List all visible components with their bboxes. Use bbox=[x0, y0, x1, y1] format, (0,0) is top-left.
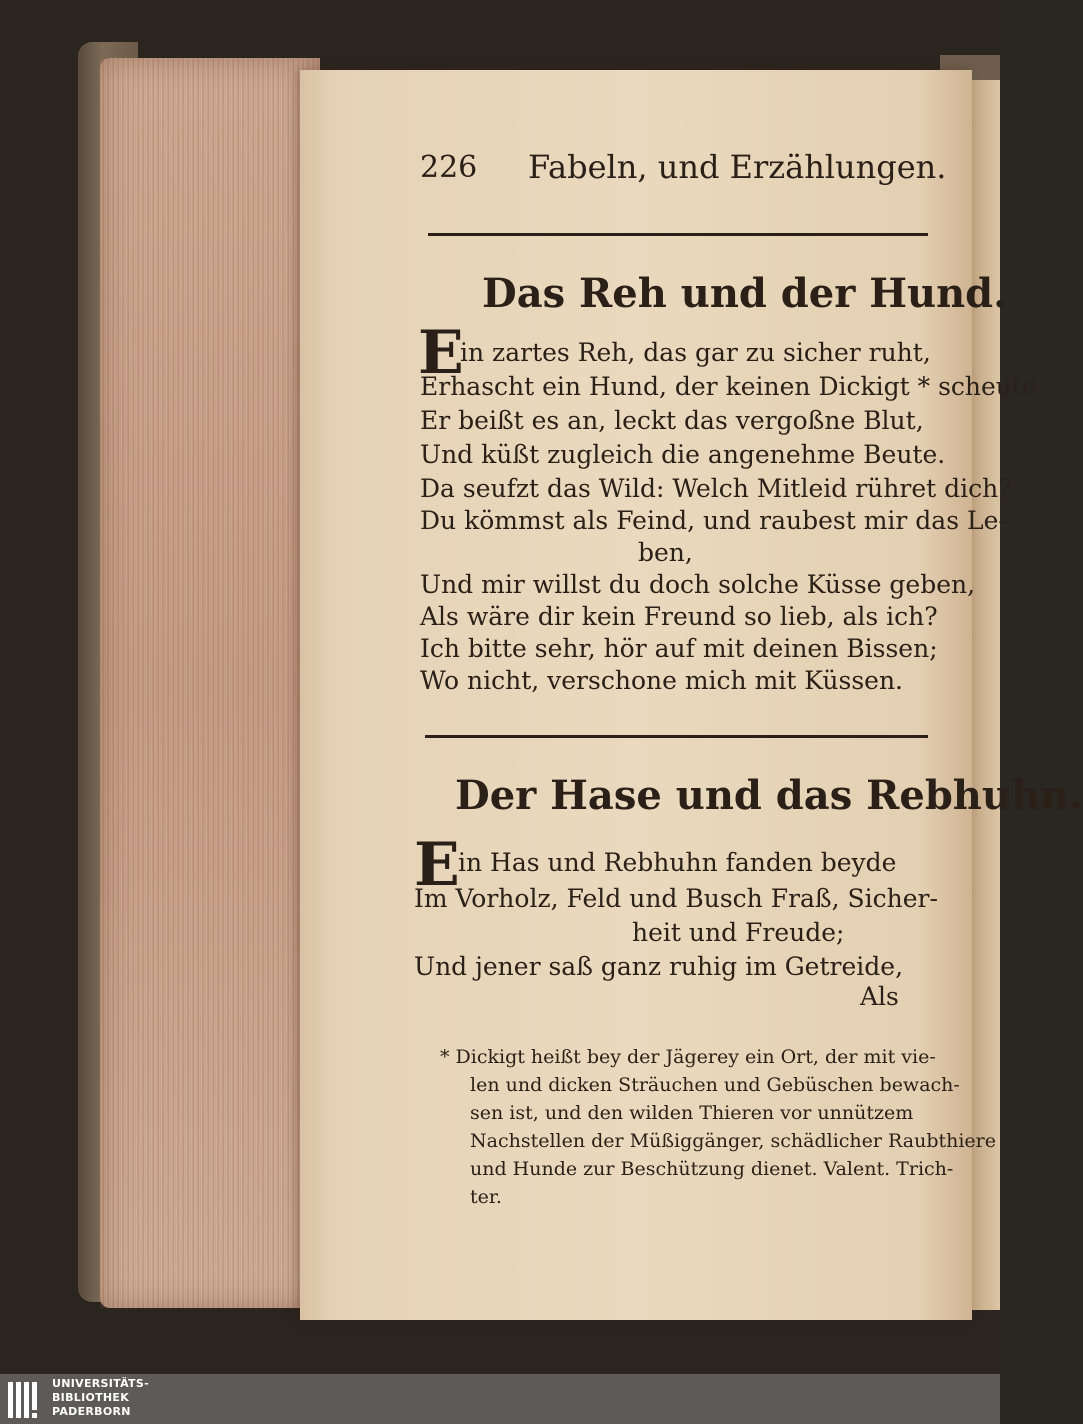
drop-cap: E bbox=[414, 830, 460, 900]
library-name-line: PADERBORN bbox=[52, 1405, 131, 1418]
poem-title: Das Reh und der Hund. bbox=[482, 270, 1008, 317]
verse-line: heit und Freude; bbox=[632, 918, 845, 947]
running-title: Fabeln, und Erzählungen. bbox=[528, 148, 947, 186]
footnote-line: * Dickigt heißt bey der Jägerey ein Ort, der mit vie- bbox=[440, 1046, 936, 1068]
verse-line: Er beißt es an, leckt das vergoßne Blut, bbox=[420, 406, 924, 435]
verse-line: Du kömmst als Feind, und raubest mir das Le- bbox=[420, 506, 1007, 535]
footnote-line: Nachstellen der Müßiggänger, schädlicher Raubthiere bbox=[470, 1130, 996, 1152]
verse-line: ben, bbox=[638, 538, 693, 567]
page-number: 226 bbox=[420, 150, 478, 185]
facing-page bbox=[968, 80, 1000, 1310]
poem-title: Der Hase und das Rebhuhn. bbox=[455, 772, 1083, 819]
divider-rule bbox=[428, 233, 928, 236]
library-name-line: BIBLIOTHEK bbox=[52, 1391, 130, 1404]
verse-line: Und jener saß ganz ruhig im Getreide, bbox=[414, 952, 904, 981]
library-footer bbox=[0, 1374, 1000, 1424]
divider-rule bbox=[425, 735, 928, 738]
verse-line: in zartes Reh, das gar zu sicher ruht, bbox=[460, 338, 931, 367]
verse-line: Erhascht ein Hund, der keinen Dickigt * scheute. bbox=[420, 372, 1045, 401]
footnote-line: ter. bbox=[470, 1186, 502, 1208]
verse-line: Ich bitte sehr, hör auf mit deinen Bissen; bbox=[420, 634, 938, 663]
library-name-line: UNIVERSITÄTS- bbox=[52, 1377, 149, 1390]
verse-line: Da seufzt das Wild: Welch Mitleid rühret dich? bbox=[420, 474, 1012, 503]
verse-line: Und küßt zugleich die angenehme Beute. bbox=[420, 440, 946, 469]
verse-line: Wo nicht, verschone mich mit Küssen. bbox=[420, 666, 904, 695]
page-edges bbox=[100, 58, 320, 1308]
verse-line: Als wäre dir kein Freund so lieb, als ich? bbox=[420, 602, 938, 631]
drop-cap: E bbox=[418, 318, 464, 388]
verse-line: Im Vorholz, Feld und Busch Fraß, Sicher- bbox=[414, 884, 938, 913]
footnote-line: len und dicken Sträuchen und Gebüschen bewach- bbox=[470, 1074, 960, 1096]
footnote-line: und Hunde zur Beschützung dienet. Valent. Trich- bbox=[470, 1158, 954, 1180]
catchword: Als bbox=[860, 982, 899, 1011]
library-logo-icon bbox=[6, 1380, 44, 1420]
verse-line: in Has und Rebhuhn fanden beyde bbox=[458, 848, 897, 877]
footnote-line: sen ist, und den wilden Thieren vor unnützem bbox=[470, 1102, 914, 1124]
verse-line: Und mir willst du doch solche Küsse geben, bbox=[420, 570, 976, 599]
